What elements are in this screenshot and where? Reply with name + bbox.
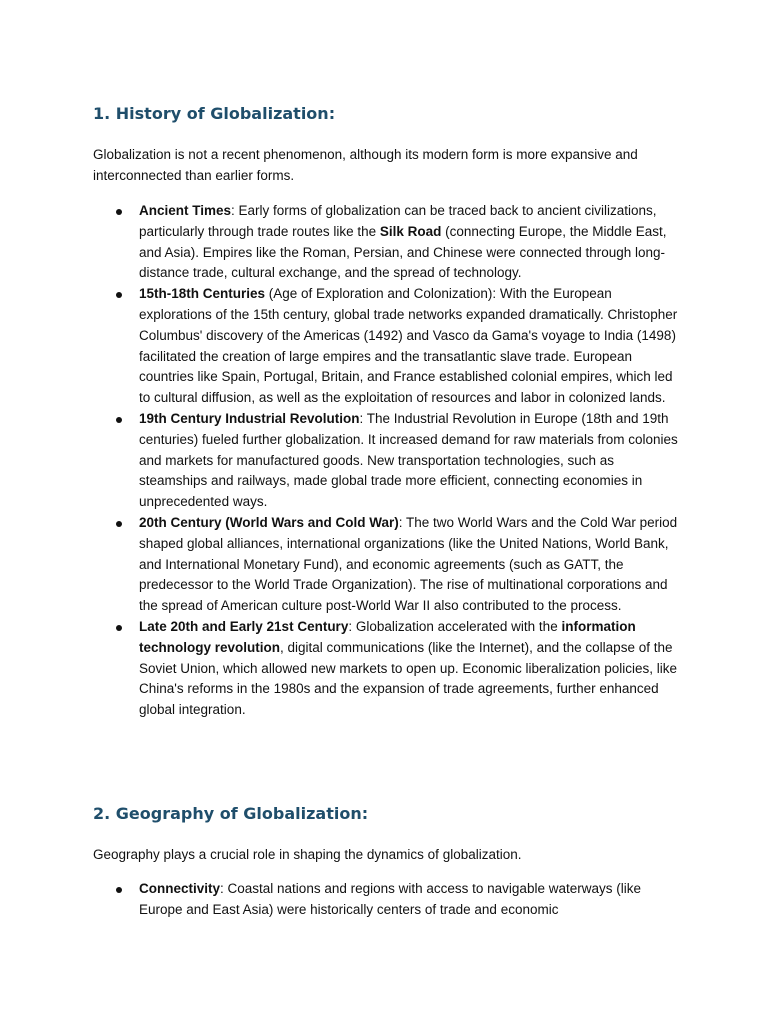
list-item [139,409,679,513]
list-item [139,617,679,721]
bullet-icon [116,521,122,527]
list-item [139,201,679,284]
section-heading-history: 1. History of Globalization: [93,104,336,123]
bullet-icon [116,209,122,215]
item-text: : Coastal nations and regions with access to navigable waterways (like Europe and East Asia) were historically centers of trade and economic [139,881,641,917]
section-intro-history: Globalization is not a recent phenomenon, although its modern form is more expansive and interconnected than earlier forms. [93,147,638,183]
item-text: (Age of Exploration and Colonization): With the European explorations of the 15th century, global trade networks expanded dramatically. Christopher Columbus' discovery of the Americas (1492) and Vasco da Gama's voyage to India (1498) facilitated the creation of large empires and the transatlantic slave trade. European countries like Spain, Portugal, Britain, and France established colonial empires, which led to cultural diffusion, as well as the exploitation of resources and labor in colonized lands. [139,286,678,406]
geography-bullet-list [139,879,679,921]
section-heading-geography: 2. Geography of Globalization: [93,804,369,823]
item-text: : The Industrial Revolution in Europe (18th and 19th centuries) fueled further globalization. It increased demand for raw materials from colonies and markets for manufactured goods. New transportation technologies, such as steamships and railways, made global trade more efficient, connecting economies in unprecedented ways. [139,410,678,510]
item-term: Connectivity [139,881,221,896]
item-term: Ancient Times [139,203,232,218]
item-term: 19th Century Industrial Revolution [139,410,360,426]
item-text: : Early forms of globalization can be traced back to ancient civilizations, particularly through trade routes like the [139,203,657,239]
bullet-icon [116,887,122,893]
item-text: , digital communications (like the Internet), and the collapse of the Soviet Union, which allowed new markets to open up. Economic liberalization policies, like China's reforms in the 1980s and the expansion of trade agreements, further enhanced global integration. [139,639,678,718]
section-intro-geography: Geography plays a crucial role in shaping the dynamics of globalization. [93,847,522,862]
bullet-icon [116,417,122,423]
list-item [139,879,679,921]
list-item [139,513,679,617]
item-term: Late 20th and Early 21st Century [139,618,349,634]
item-term-inline: Silk Road [379,223,442,239]
list-item [139,284,679,409]
bullet-icon [116,625,122,631]
item-term-inline: information technology revolution [139,618,636,655]
history-bullet-list [139,201,679,721]
item-term: 20th Century (World Wars and Cold War) [139,514,399,530]
item-term: 15th-18th Centuries [139,286,266,302]
item-text: : The two World Wars and the Cold War period shaped global alliances, international organizations (like the United Nations, World Bank, and International Monetary Fund), and economic agreements (such as GATT, the predecessor to the World Trade Organization). The rise of multinational corporations and the spread of American culture post-World War II also contributed to the process. [139,514,678,614]
item-text: (connecting Europe, the Middle East, and Asia). Empires like the Roman, Persian, and Chinese were connected through long-distance trade, cultural exchange, and the spread of technology. [139,223,667,281]
item-text: : Globalization accelerated with the [348,618,562,634]
bullet-icon [116,292,122,298]
